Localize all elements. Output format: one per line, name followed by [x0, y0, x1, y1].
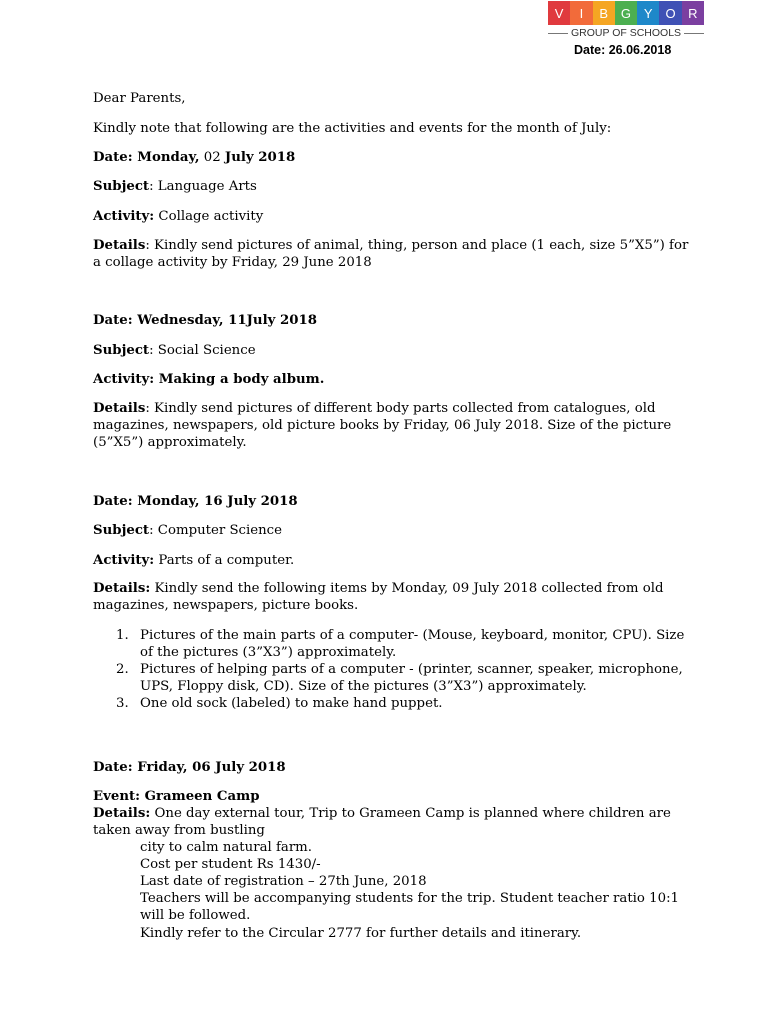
subject-label: Subject [93, 179, 150, 194]
section3-subject [93, 522, 282, 539]
logo-letter: R [682, 1, 704, 25]
section1-date-label: Date: Monday, [93, 150, 200, 165]
subject-value: : Social Science [149, 343, 256, 358]
section4-cost: Cost per student Rs 1430/- [140, 857, 321, 872]
intro-text: Kindly note that following are the activities and events for the month of July: [93, 121, 612, 136]
logo-rule-left [548, 33, 568, 34]
subject-value: : Computer Science [149, 523, 283, 538]
section1-details-line2: a collage activity by Friday, 29 June 2018 [93, 255, 372, 270]
section3-activity [93, 552, 294, 569]
list-item-line: UPS, Floppy disk, CD). Size of the pictures (3”X3”) approximately. [140, 679, 587, 694]
section1-details-line1 [93, 237, 688, 254]
section4-refer: Kindly refer to the Circular 2777 for further details and itinerary. [140, 926, 582, 941]
list-item-number: 1. [116, 628, 129, 643]
section2-details-line3: (5”X5”) approximately. [93, 435, 247, 450]
school-logo [548, 1, 704, 39]
logo-letter: B [593, 1, 615, 25]
logo-letter: O [659, 1, 681, 25]
section2-subject [93, 342, 256, 359]
section4-teachers-line1: Teachers will be accompanying students for the trip. Student teacher ratio 10:1 [140, 891, 680, 906]
section3-details-line1 [93, 580, 664, 597]
activity-label: Activity: [93, 209, 155, 224]
section3-details-line2: magazines, newspapers, picture books. [93, 598, 359, 613]
section1-subject [93, 178, 257, 195]
section1-date-day: 02 [199, 150, 225, 165]
logo-letter: Y [637, 1, 659, 25]
section1-activity [93, 208, 263, 225]
list-item-line: Pictures of helping parts of a computer - (printer, scanner, speaker, microphone, [140, 662, 683, 677]
activity-label: Activity: [93, 553, 155, 568]
details-text: One day external tour, Trip to Grameen Camp is planned where children are [150, 806, 671, 821]
list-item-line: One old sock (labeled) to make hand puppet. [140, 696, 443, 711]
header-date: Date: 26.06.2018 [574, 43, 672, 57]
section4-details-line1 [93, 805, 671, 822]
subject-label: Subject [93, 343, 150, 358]
list-item-line: of the pictures (3”X3”) approximately. [140, 645, 397, 660]
section2-details-line1 [93, 400, 655, 417]
list-item-line: Pictures of the main parts of a computer- (Mouse, keyboard, monitor, CPU). Size [140, 628, 685, 643]
activity-value: Parts of a computer. [154, 553, 295, 568]
logo-letter: I [570, 1, 592, 25]
details-text: Kindly send the following items by Monday, 09 July 2018 collected from old [150, 581, 664, 596]
logo-letter: G [615, 1, 637, 25]
activity-value: Collage activity [154, 209, 264, 224]
section4-details-line2: taken away from bustling [93, 823, 265, 838]
list-item-number: 3. [116, 696, 129, 711]
section2-details-line2: magazines, newspapers, old picture books by Friday, 06 July 2018. Size of the picture [93, 418, 672, 433]
logo-subtitle-row [548, 27, 704, 39]
section3-date: Date: Monday, 16 July 2018 [93, 494, 298, 509]
subject-label: Subject [93, 523, 150, 538]
section4-teachers-line2: will be followed. [140, 908, 251, 923]
details-label: Details: [93, 806, 151, 821]
section1-date [93, 149, 295, 166]
section4-date: Date: Friday, 06 July 2018 [93, 760, 286, 775]
section4-details-line3: city to calm natural farm. [140, 840, 313, 855]
details-label: Details [93, 401, 146, 416]
details-text: : Kindly send pictures of different body parts collected from catalogues, old [145, 401, 656, 416]
logo-rule-right [684, 33, 704, 34]
details-label: Details [93, 238, 146, 253]
logo-letter: V [548, 1, 570, 25]
list-item-number: 2. [116, 662, 129, 677]
section4-last-date: Last date of registration – 27th June, 2018 [140, 874, 427, 889]
section2-activity: Activity: Making a body album. [93, 372, 325, 387]
subject-value: : Language Arts [149, 179, 257, 194]
greeting: Dear Parents, [93, 91, 186, 106]
section1-date-rest: July 2018 [224, 150, 296, 165]
section2-date: Date: Wednesday, 11July 2018 [93, 313, 318, 328]
section4-event: Event: Grameen Camp [93, 789, 260, 804]
logo-subtitle: GROUP OF SCHOOLS [570, 27, 682, 39]
details-label: Details: [93, 581, 151, 596]
logo-letters [548, 1, 704, 25]
details-text: : Kindly send pictures of animal, thing, person and place (1 each, size 5”X5”) for [145, 238, 689, 253]
